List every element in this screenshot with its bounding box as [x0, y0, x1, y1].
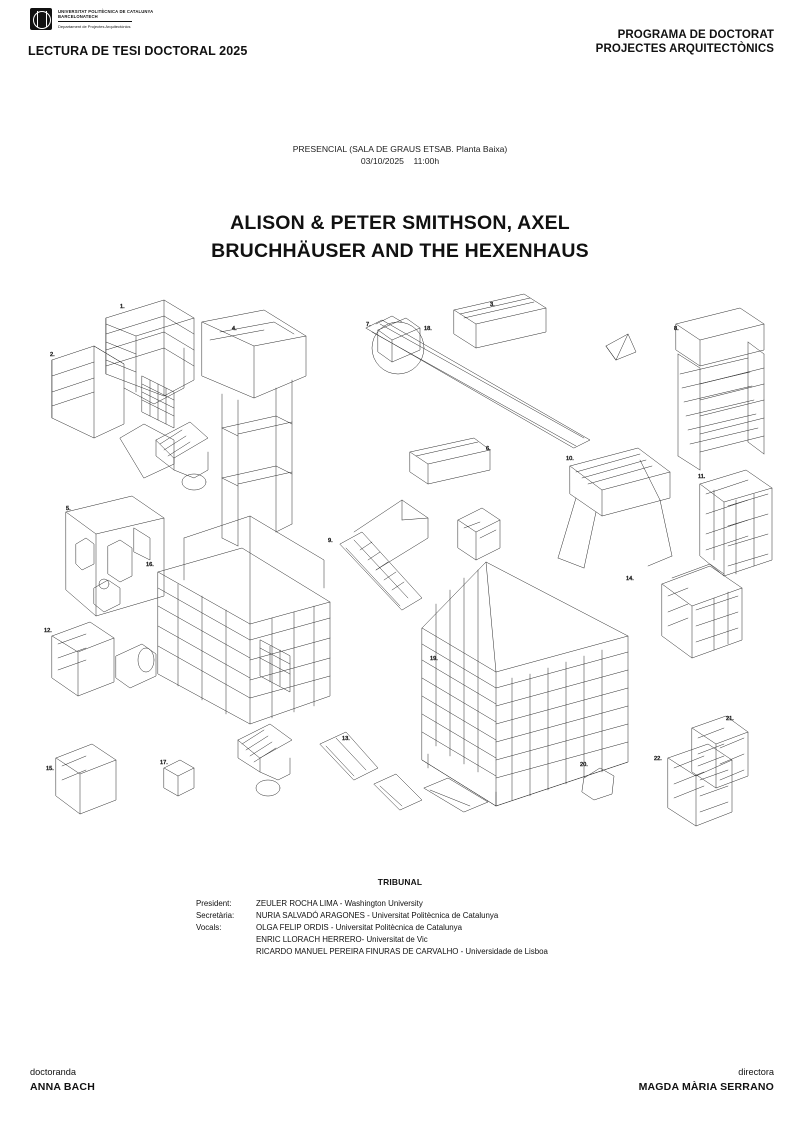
label-12: 12.: [44, 628, 52, 634]
program-line-1: PROGRAMA DE DOCTORAT: [617, 29, 774, 41]
university-name: UNIVERSITAT POLITÈCNICA DE CATALUNYA: [58, 9, 154, 14]
drawing-part-3: [454, 294, 546, 348]
drawing-part-18: [366, 316, 590, 448]
drawing-part-14: [662, 564, 742, 658]
label-10: 10.: [566, 456, 574, 462]
label-1: 1.: [120, 304, 125, 310]
tribunal-list: [196, 898, 716, 958]
label-11: 11.: [698, 474, 706, 480]
title-line-2: BRUCHHÄUSER AND THE HEXENHAUS: [211, 240, 589, 263]
director-name: MAGDA MÀRIA SERRANO: [638, 1081, 774, 1094]
title-line-1: ALISON & PETER SMITHSON, AXEL: [230, 212, 570, 234]
drawing-part-10: [558, 448, 672, 568]
architecture-drawing: [24, 288, 776, 833]
label-13: 13.: [342, 736, 350, 742]
page-header: [0, 0, 800, 72]
department-name: Departament de Projectes Arquitectònics: [58, 23, 131, 29]
drawing-part-16: [158, 516, 330, 724]
session-date: 03/10/2025: [360, 156, 404, 167]
drawing-part-16b: [238, 724, 292, 796]
tribunal-names: [256, 910, 716, 922]
tribunal-heading: TRIBUNAL: [377, 877, 423, 887]
drawing-part-17: [164, 760, 194, 796]
label-22: 22.: [654, 756, 662, 762]
tribunal-role: Secretària:: [196, 911, 235, 921]
session-venue: PRESENCIAL (SALA DE GRAUS ETSAB. Planta Baixa): [292, 144, 508, 154]
doctorand-block: [30, 1066, 95, 1096]
label-9: 9.: [328, 538, 333, 544]
logo-divider: [58, 21, 132, 22]
tribunal-row: [196, 910, 716, 922]
tribunal-row: [196, 922, 716, 958]
doctorand-role: doctoranda: [30, 1067, 76, 1078]
drawing-part-11: [700, 470, 772, 576]
label-17: 17.: [160, 760, 168, 766]
label-19: 19.: [430, 656, 438, 662]
session-info: [0, 143, 800, 168]
lecture-label: LECTURA DE TESI DOCTORAL 2025: [28, 44, 248, 58]
label-14: 14.: [626, 576, 634, 582]
drawing-part-7: [372, 318, 424, 374]
drawing-part-small-frame: [458, 508, 500, 560]
drawing-part-12: [52, 622, 114, 696]
label-2: 2.: [50, 352, 55, 358]
tribunal-names: [256, 898, 716, 910]
label-3: 3.: [490, 302, 495, 308]
tribunal-role: Vocals:: [196, 923, 222, 933]
drawing-part-8: [676, 308, 764, 470]
session-time: 11:00h: [413, 156, 440, 167]
drawing-part-22: [668, 744, 732, 826]
tribunal-member: OLGA FELIP ORDIS - Universitat Politècnica de Catalunya: [256, 923, 462, 933]
label-21: 21.: [726, 716, 734, 722]
label-6: 6.: [486, 446, 491, 452]
page-title: [120, 209, 680, 266]
session-datetime: [0, 155, 800, 167]
page-footer: [0, 1059, 800, 1131]
drawing-part-13: [320, 732, 488, 812]
upc-logo-text: [58, 8, 153, 29]
tribunal-member: RICARDO MANUEL PEREIRA FINURAS DE CARVALHO - Universidade de Lisboa: [256, 947, 548, 957]
director-role: directora: [738, 1067, 774, 1078]
tribunal-row: [196, 898, 716, 910]
label-18: 18.: [424, 326, 432, 332]
tribunal-role: President:: [196, 899, 232, 908]
drawing-part-6: [410, 438, 490, 484]
drawing-part-triangle: [606, 334, 636, 360]
drawing-part-9: [340, 500, 428, 610]
drawing-part-stair-top: [156, 422, 208, 490]
tribunal-names: [256, 922, 716, 958]
label-4: 4.: [232, 326, 237, 332]
label-5: 5.: [66, 506, 71, 512]
label-7: 7.: [366, 322, 371, 328]
tribunal-member: ENRIC LLORACH HERRERO- Universitat de Vic: [256, 935, 428, 945]
tribunal-member: ZEULER ROCHA LIMA - Washington University: [256, 899, 423, 908]
director-block: [639, 1066, 774, 1096]
drawing-part-5: [66, 496, 164, 616]
university-brand: BARCELONATECH: [58, 14, 98, 20]
drawing-part-4: [202, 310, 306, 546]
drawing-part-cyl: [116, 644, 156, 688]
doctorand-name: ANNA BACH: [30, 1081, 95, 1094]
drawing-part-19: [422, 562, 628, 806]
drawing-part-2: [52, 346, 174, 478]
drawing-part-20: [582, 768, 614, 800]
program-line-2: PROJECTES ARQUITECTÒNICS: [595, 42, 774, 55]
label-8: 8.: [674, 326, 679, 332]
upc-logo-icon: [30, 8, 52, 30]
upc-logo: [30, 8, 153, 30]
label-20: 20.: [580, 762, 588, 768]
label-15: 15.: [46, 766, 54, 772]
program-block: [596, 29, 774, 56]
tribunal-member: NURIA SALVADÓ ARAGONES - Universitat Politècnica de Catalunya: [256, 911, 499, 921]
drawing-part-15: [56, 744, 116, 814]
label-16: 16.: [146, 562, 154, 568]
